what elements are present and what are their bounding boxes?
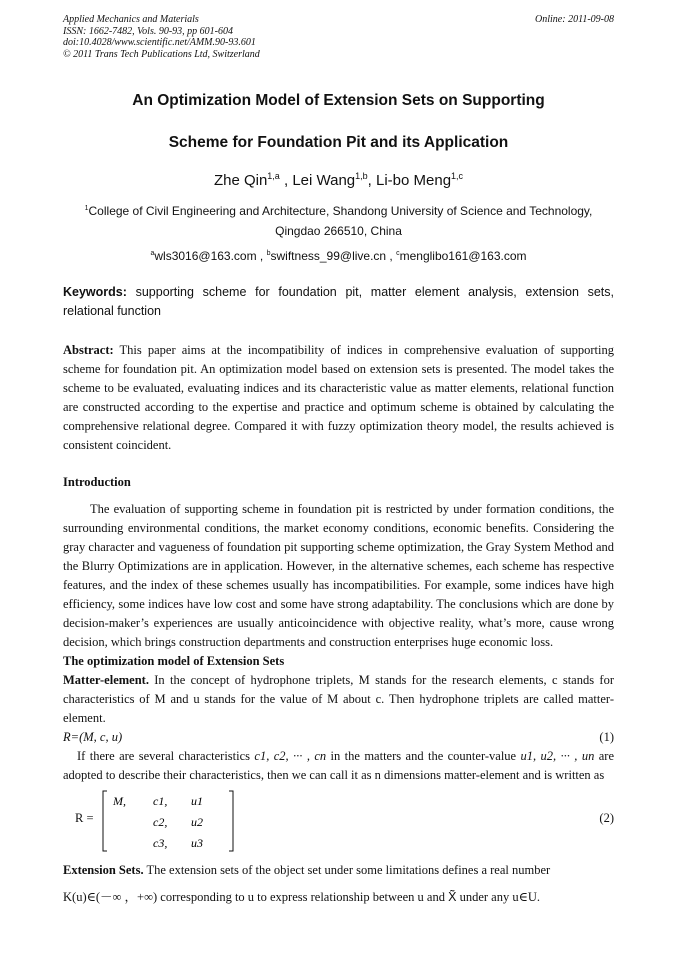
affiliation-sup: 1 bbox=[84, 205, 89, 212]
intro-paragraph: The evaluation of supporting scheme in foundation pit is restricted by under formation conditions, the surrounding environmental conditions, the market economy conditions, economic benefits. Considering the gray character and vagueness of foundation pit supporting scheme optimization, the Gray System Method and the Blurry Optimizations are in application. However, in the alternative schemes, each scheme has respective features, and the index of these schemes usually has incompatibilities. For example, some indices have high efficiency, some indices have low cost and some have strong adaptability. The conclusions which are done by decision-maker’s experiences are usually anticoincidence with objective reality, what’s more, cause wrong decision, which brings construction departments and construction enterprises huge economic loss. bbox=[63, 502, 614, 649]
author-list: Zhe Qin$^{1,a}$ , Lei Wang$^{1,b}$, Li-bo Meng$^{1,c}$ bbox=[213, 171, 464, 189]
author-2: Lei Wang bbox=[292, 172, 356, 189]
ext-line2-tail: under any u∈U. bbox=[459, 890, 540, 904]
paper-title bbox=[63, 90, 614, 153]
matter-element-paragraph bbox=[63, 671, 614, 728]
author-2-sup: 1,b bbox=[355, 171, 368, 181]
ext-line2-body: (u)∈(－∞ ，+∞) corresponding to u to express relationship between u and bbox=[72, 890, 445, 904]
email-a[interactable]: wls3016@163.com bbox=[154, 249, 257, 263]
keywords bbox=[63, 283, 614, 321]
matrix-r1-c3: u1 bbox=[191, 794, 203, 808]
values-list: u1, u2, ··· , un bbox=[520, 749, 595, 763]
para2-a: If there are several characteristics bbox=[77, 749, 255, 763]
email-c-sup: c bbox=[396, 250, 400, 257]
doi: doi:10.4028/www.scientific.net/AMM.90-93.601 bbox=[63, 37, 256, 48]
online-date: Online: 2011-09-08 bbox=[535, 14, 614, 25]
matrix-r1-c2: c1, bbox=[153, 794, 168, 808]
title-line-1: An Optimization Model of Extension Sets on Supporting bbox=[132, 92, 545, 109]
affiliation-line-1: College of Civil Engineering and Architecture, Shandong University of Science and Technology, bbox=[88, 204, 593, 218]
model-heading: The optimization model of Extension Sets bbox=[63, 654, 285, 668]
author-1: Zhe Qin bbox=[213, 172, 268, 189]
author-3-sup: 1,c bbox=[451, 171, 464, 181]
email-b[interactable]: swiftness_99@live.cn bbox=[270, 249, 387, 263]
ext-x-tilde: X̃ bbox=[448, 890, 457, 904]
paper-page bbox=[63, 14, 614, 907]
affiliation-line-2: Qingdao 266510, China bbox=[275, 224, 402, 238]
matter-element-label: Matter-element. bbox=[63, 673, 149, 687]
issn: ISSN: 1662-7482, Vols. 90-93, pp 601-604 bbox=[63, 25, 233, 37]
equation-1-number: (1) bbox=[599, 730, 614, 744]
journal-name: Applied Mechanics and Materials bbox=[63, 14, 199, 25]
matrix-r2-c3: u2 bbox=[191, 815, 203, 829]
extension-sets-paragraph bbox=[63, 861, 614, 880]
n-dim-paragraph bbox=[63, 747, 614, 785]
email-a-sup: a bbox=[150, 250, 155, 257]
email-b-sup: b bbox=[266, 250, 271, 257]
characteristics-list: c1, c2, ··· , cn bbox=[254, 749, 327, 763]
matrix-r1-c1: M, bbox=[113, 794, 126, 808]
equation-2-lhs: R = bbox=[75, 811, 94, 825]
author-3: Li-bo Meng bbox=[376, 172, 452, 189]
matrix-r2-c2: c2, bbox=[153, 815, 168, 829]
title-line-2: Scheme for Foundation Pit and its Application bbox=[168, 134, 509, 151]
matter-element-matrix bbox=[101, 789, 241, 853]
equation-2-number: (2) bbox=[599, 811, 614, 825]
journal-header bbox=[63, 14, 614, 66]
ext-k: K bbox=[63, 890, 73, 904]
matter-element-text: In the concept of hydrophone triplets, M stands for the research elements, c stands for characteristics of M and u stands for the value of M about c. Then hydrophone triplets are called matter-element. bbox=[63, 673, 614, 725]
equation-1 bbox=[63, 728, 614, 747]
equation-1-body: R=(M, c, u) bbox=[63, 730, 123, 744]
author-1-sup: 1,a bbox=[267, 171, 280, 181]
abstract bbox=[63, 341, 614, 455]
extension-sets-line-2 bbox=[63, 888, 614, 907]
abstract-text: This paper aims at the incompatibility of indices in comprehensive evaluation of supporting scheme for foundation pit. An optimization model based on extension sets is presented. The model takes the scheme to be evaluated, evaluating indices and its characteristic value as matter elements, relational function are constructed according to the expertise and practice and optimum scheme is obtained by calculating the comprehensive relational degree. Compared it with fuzzy optimization theory model, the results achieved is consistent coincident. bbox=[63, 343, 614, 452]
matrix-r3-c3: u3 bbox=[191, 836, 203, 850]
copyright: © 2011 Trans Tech Publications Ltd, Switzerland bbox=[63, 48, 260, 60]
equation-2 bbox=[63, 789, 614, 853]
abstract-label: Abstract: bbox=[63, 343, 114, 357]
email-list: $^a$wls3016@163.com , $^b$swiftness_99@live.cn , $^c$menglibo161@163.com bbox=[150, 249, 527, 263]
keywords-label: Keywords: bbox=[63, 285, 127, 299]
para2-c: are adopted to describe their characteristics, then we can call it as n dimensions matter-element and is written as bbox=[63, 749, 614, 782]
extension-sets-label: Extension Sets. bbox=[63, 863, 144, 877]
para2-b: in the matters and the counter-value bbox=[326, 749, 521, 763]
keywords-text: supporting scheme for foundation pit, matter element analysis, extension sets, relational function bbox=[63, 285, 614, 318]
matrix-r3-c2: c3, bbox=[153, 836, 168, 850]
affiliation bbox=[63, 199, 614, 241]
extension-sets-text: The extension sets of the object set under some limitations defines a real number bbox=[143, 863, 551, 877]
intro-heading: Introduction bbox=[63, 475, 131, 489]
email-c[interactable]: menglibo161@163.com bbox=[399, 249, 527, 263]
